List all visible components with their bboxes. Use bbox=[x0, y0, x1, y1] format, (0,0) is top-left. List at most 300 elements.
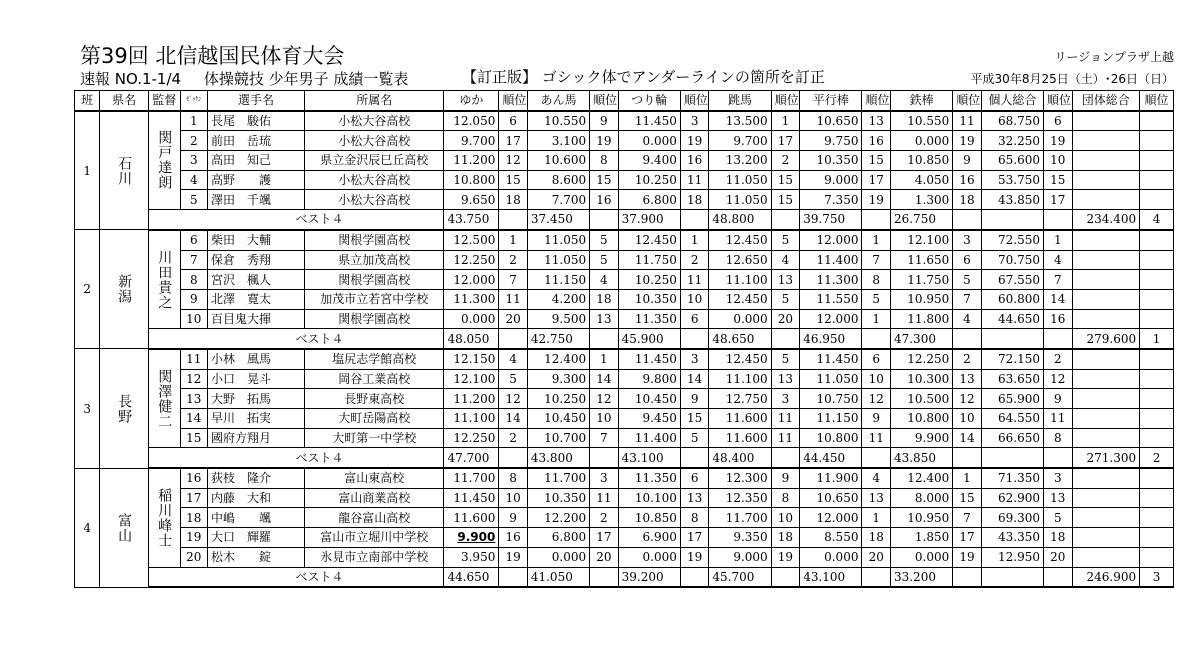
empty-cell bbox=[953, 448, 982, 468]
empty-cell bbox=[680, 448, 709, 468]
player-bib: 5 bbox=[180, 190, 207, 210]
empty-cell bbox=[981, 567, 1043, 587]
player-score: 12.150 bbox=[444, 349, 499, 369]
player-score: 67.550 bbox=[981, 270, 1043, 290]
best-four-score: 45.700 bbox=[709, 567, 771, 587]
player-rank: 9 bbox=[590, 111, 619, 131]
player-rank: 12 bbox=[499, 389, 528, 409]
player-rank: 3 bbox=[771, 389, 800, 409]
empty-cell bbox=[1140, 230, 1174, 250]
empty-cell bbox=[1072, 190, 1140, 210]
player-score: 64.550 bbox=[981, 409, 1043, 429]
player-rank: 5 bbox=[590, 230, 619, 250]
table-row bbox=[75, 468, 1174, 488]
player-score: 10.350 bbox=[527, 488, 589, 508]
col-school-header: 所属名 bbox=[305, 91, 444, 111]
player-school: 富山東高校 bbox=[305, 468, 444, 488]
correction-note: 【訂正版】 ゴシック体でアンダーラインの箇所を訂正 bbox=[462, 68, 825, 86]
player-score: 12.050 bbox=[444, 111, 499, 131]
player-school: 塩尻志学館高校 bbox=[305, 349, 444, 369]
player-score: 1.300 bbox=[890, 190, 952, 210]
player-rank: 6 bbox=[680, 309, 709, 329]
best-four-score: 37.450 bbox=[527, 210, 589, 230]
table-row bbox=[75, 309, 1174, 329]
player-score: 71.350 bbox=[981, 468, 1043, 488]
player-score: 12.500 bbox=[444, 230, 499, 250]
player-score: 4.200 bbox=[527, 289, 589, 309]
player-rank: 10 bbox=[862, 369, 891, 389]
player-score: 12.000 bbox=[800, 230, 862, 250]
best-four-score: 43.850 bbox=[890, 448, 952, 468]
table-row bbox=[75, 270, 1174, 290]
player-rank: 10 bbox=[499, 488, 528, 508]
player-score: 12.450 bbox=[709, 349, 771, 369]
best-four-row bbox=[75, 329, 1174, 349]
player-rank: 7 bbox=[862, 250, 891, 270]
player-score: 12.350 bbox=[709, 488, 771, 508]
player-school: 富山市立堀川中学校 bbox=[305, 528, 444, 548]
best-four-label: ベスト４ bbox=[148, 448, 444, 468]
player-score: 6.800 bbox=[527, 528, 589, 548]
player-score: 11.600 bbox=[709, 409, 771, 429]
team-prefecture: 新潟 bbox=[100, 230, 149, 349]
player-score: 10.650 bbox=[800, 488, 862, 508]
player-rank: 2 bbox=[771, 151, 800, 171]
player-rank: 13 bbox=[590, 309, 619, 329]
player-score: 9.800 bbox=[618, 369, 680, 389]
player-rank: 8 bbox=[771, 488, 800, 508]
player-score: 9.700 bbox=[709, 131, 771, 151]
empty-cell bbox=[1072, 389, 1140, 409]
player-name: 前田 岳琉 bbox=[207, 131, 304, 151]
col-player-name-header: 選手名 bbox=[207, 91, 304, 111]
player-rank: 9 bbox=[862, 409, 891, 429]
player-score: 11.100 bbox=[709, 369, 771, 389]
player-name: 松木 錠 bbox=[207, 547, 304, 567]
player-score: 9.000 bbox=[800, 170, 862, 190]
player-rank: 18 bbox=[862, 528, 891, 548]
player-rank: 18 bbox=[953, 190, 982, 210]
player-rank: 12 bbox=[862, 389, 891, 409]
player-school: 富山商業高校 bbox=[305, 488, 444, 508]
player-rank: 10 bbox=[771, 508, 800, 528]
empty-cell bbox=[862, 567, 891, 587]
player-score: 10.250 bbox=[618, 270, 680, 290]
player-name: 小林 風馬 bbox=[207, 349, 304, 369]
empty-cell bbox=[1072, 369, 1140, 389]
col-bib-header: ｾﾞｯｹﾝ bbox=[180, 91, 207, 111]
venue: リージョンプラザ上越 bbox=[1054, 50, 1174, 64]
player-rank: 3 bbox=[953, 230, 982, 250]
player-score: 11.450 bbox=[444, 488, 499, 508]
player-rank: 10 bbox=[590, 409, 619, 429]
player-bib: 11 bbox=[180, 349, 207, 369]
best-four-score: 43.100 bbox=[800, 567, 862, 587]
player-score: 11.350 bbox=[618, 468, 680, 488]
player-rank: 3 bbox=[1044, 468, 1073, 488]
empty-cell bbox=[953, 210, 982, 230]
col-hbar-header: 鉄棒 bbox=[890, 91, 952, 111]
player-rank: 18 bbox=[1044, 528, 1073, 548]
player-rank: 13 bbox=[862, 488, 891, 508]
player-rank: 8 bbox=[862, 270, 891, 290]
col-team-rank-header: 順位 bbox=[1140, 91, 1174, 111]
best-four-score: 37.900 bbox=[618, 210, 680, 230]
best-four-row bbox=[75, 567, 1174, 587]
player-name: 長尾 駿佑 bbox=[207, 111, 304, 131]
empty-cell bbox=[590, 567, 619, 587]
event-date: 平成30年8月25日（土）･26日（日） bbox=[970, 72, 1174, 86]
player-rank: 15 bbox=[771, 190, 800, 210]
table-row bbox=[75, 409, 1174, 429]
player-name: 北澤 寛太 bbox=[207, 289, 304, 309]
player-score: 10.550 bbox=[890, 111, 952, 131]
player-rank: 17 bbox=[590, 528, 619, 548]
player-bib: 12 bbox=[180, 369, 207, 389]
player-score: 11.050 bbox=[527, 230, 589, 250]
player-score: 10.650 bbox=[800, 111, 862, 131]
subtitle bbox=[80, 68, 426, 89]
player-rank: 5 bbox=[771, 289, 800, 309]
player-score: 11.700 bbox=[709, 508, 771, 528]
player-rank: 4 bbox=[499, 349, 528, 369]
player-score: 12.400 bbox=[890, 468, 952, 488]
player-score: 12.250 bbox=[444, 250, 499, 270]
player-score: 12.450 bbox=[618, 230, 680, 250]
player-rank: 1 bbox=[862, 230, 891, 250]
best-four-score: 33.200 bbox=[890, 567, 952, 587]
player-bib: 13 bbox=[180, 389, 207, 409]
empty-cell bbox=[680, 567, 709, 587]
empty-cell bbox=[1072, 170, 1140, 190]
player-rank: 4 bbox=[771, 250, 800, 270]
player-rank: 16 bbox=[953, 170, 982, 190]
player-rank: 12 bbox=[499, 151, 528, 171]
player-rank: 2 bbox=[499, 428, 528, 448]
player-score: 11.050 bbox=[800, 369, 862, 389]
player-score: 10.800 bbox=[890, 409, 952, 429]
table-row bbox=[75, 111, 1174, 131]
table-row bbox=[75, 528, 1174, 548]
empty-cell bbox=[771, 329, 800, 349]
player-score: 12.650 bbox=[709, 250, 771, 270]
player-rank: 18 bbox=[499, 190, 528, 210]
player-name: 中嶋 颯 bbox=[207, 508, 304, 528]
empty-cell bbox=[1140, 349, 1174, 369]
empty-cell bbox=[499, 448, 528, 468]
player-name: 柴田 大輔 bbox=[207, 230, 304, 250]
empty-cell bbox=[981, 448, 1043, 468]
player-score: 1.850 bbox=[890, 528, 952, 548]
player-rank: 19 bbox=[953, 547, 982, 567]
player-score: 13.200 bbox=[709, 151, 771, 171]
best-four-score: 44.450 bbox=[800, 448, 862, 468]
player-school: 関根学園高校 bbox=[305, 309, 444, 329]
player-score: 10.550 bbox=[527, 111, 589, 131]
player-score: 4.050 bbox=[890, 170, 952, 190]
player-rank: 18 bbox=[680, 190, 709, 210]
empty-cell bbox=[1140, 488, 1174, 508]
player-score: 11.200 bbox=[444, 389, 499, 409]
team-total: 271.300 bbox=[1072, 448, 1140, 468]
player-score: 11.800 bbox=[890, 309, 952, 329]
player-score: 0.000 bbox=[890, 131, 952, 151]
empty-cell bbox=[771, 448, 800, 468]
player-rank: 15 bbox=[862, 151, 891, 171]
player-school: 小松大谷高校 bbox=[305, 170, 444, 190]
player-rank: 15 bbox=[680, 409, 709, 429]
player-score: 12.950 bbox=[981, 547, 1043, 567]
player-score: 12.000 bbox=[444, 270, 499, 290]
col-rings-rank-header: 順位 bbox=[680, 91, 709, 111]
player-rank: 1 bbox=[862, 508, 891, 528]
team-coach: 稲川峰士 bbox=[148, 468, 180, 567]
player-rank: 5 bbox=[771, 349, 800, 369]
empty-cell bbox=[981, 329, 1043, 349]
player-score: 11.400 bbox=[618, 428, 680, 448]
player-score: 0.000 bbox=[444, 309, 499, 329]
player-bib: 19 bbox=[180, 528, 207, 548]
player-rank: 6 bbox=[862, 349, 891, 369]
best-four-score: 44.650 bbox=[444, 567, 499, 587]
team-coach: 関戸達朗 bbox=[148, 111, 180, 210]
player-name: 早川 拓実 bbox=[207, 409, 304, 429]
best-four-label: ベスト４ bbox=[148, 210, 444, 230]
player-rank: 8 bbox=[590, 151, 619, 171]
player-school: 小松大谷高校 bbox=[305, 190, 444, 210]
col-rings-header: つり輪 bbox=[618, 91, 680, 111]
player-rank: 17 bbox=[953, 528, 982, 548]
player-score: 11.300 bbox=[444, 289, 499, 309]
empty-cell bbox=[1140, 151, 1174, 171]
player-score: 10.450 bbox=[527, 409, 589, 429]
player-score: 3.100 bbox=[527, 131, 589, 151]
team-total: 246.900 bbox=[1072, 567, 1140, 587]
player-rank: 4 bbox=[953, 309, 982, 329]
col-pommel-rank-header: 順位 bbox=[590, 91, 619, 111]
player-score: 11.450 bbox=[800, 349, 862, 369]
player-score: 9.700 bbox=[444, 131, 499, 151]
player-score: 11.050 bbox=[709, 190, 771, 210]
player-rank: 14 bbox=[953, 428, 982, 448]
player-rank: 1 bbox=[771, 111, 800, 131]
empty-cell bbox=[499, 567, 528, 587]
empty-cell bbox=[1072, 151, 1140, 171]
best-four-score: 26.750 bbox=[890, 210, 952, 230]
table-row bbox=[75, 508, 1174, 528]
player-score: 9.400 bbox=[618, 151, 680, 171]
player-score: 69.300 bbox=[981, 508, 1043, 528]
best-four-score: 48.400 bbox=[709, 448, 771, 468]
player-rank: 2 bbox=[953, 349, 982, 369]
player-score: 6.900 bbox=[618, 528, 680, 548]
col-vault-rank-header: 順位 bbox=[771, 91, 800, 111]
player-rank: 20 bbox=[771, 309, 800, 329]
team-prefecture: 長野 bbox=[100, 349, 149, 468]
player-rank: 1 bbox=[1044, 230, 1073, 250]
player-score: 0.000 bbox=[618, 131, 680, 151]
player-rank: 7 bbox=[953, 289, 982, 309]
player-rank: 17 bbox=[862, 170, 891, 190]
player-score: 11.550 bbox=[800, 289, 862, 309]
col-team-total-header: 団体総合 bbox=[1072, 91, 1140, 111]
player-score: 11.100 bbox=[709, 270, 771, 290]
player-rank: 3 bbox=[590, 468, 619, 488]
player-score: 10.350 bbox=[800, 151, 862, 171]
player-score: 12.750 bbox=[709, 389, 771, 409]
empty-cell bbox=[953, 567, 982, 587]
player-score: 11.050 bbox=[709, 170, 771, 190]
player-score: 11.300 bbox=[800, 270, 862, 290]
player-rank: 13 bbox=[771, 270, 800, 290]
player-score: 68.750 bbox=[981, 111, 1043, 131]
player-score: 11.450 bbox=[618, 111, 680, 131]
team-coach: 川田貴之 bbox=[148, 230, 180, 329]
player-rank: 13 bbox=[771, 369, 800, 389]
player-rank: 19 bbox=[771, 547, 800, 567]
empty-cell bbox=[1140, 428, 1174, 448]
table-row bbox=[75, 547, 1174, 567]
empty-cell bbox=[1072, 230, 1140, 250]
table-row bbox=[75, 488, 1174, 508]
empty-cell bbox=[1044, 329, 1073, 349]
best-four-score: 47.300 bbox=[890, 329, 952, 349]
empty-cell bbox=[1140, 111, 1174, 131]
player-rank: 6 bbox=[1044, 111, 1073, 131]
player-name: 荻枝 隆介 bbox=[207, 468, 304, 488]
table-header bbox=[75, 91, 1174, 111]
player-score: 7.350 bbox=[800, 190, 862, 210]
col-vault-header: 跳馬 bbox=[709, 91, 771, 111]
col-pref-header: 県名 bbox=[100, 91, 149, 111]
best-four-score: 43.100 bbox=[618, 448, 680, 468]
player-score: 11.600 bbox=[709, 428, 771, 448]
player-score: 9.450 bbox=[618, 409, 680, 429]
player-rank: 7 bbox=[590, 428, 619, 448]
best-four-score: 39.200 bbox=[618, 567, 680, 587]
player-rank: 16 bbox=[499, 528, 528, 548]
player-score: 9.350 bbox=[709, 528, 771, 548]
empty-cell bbox=[771, 567, 800, 587]
player-rank: 8 bbox=[680, 508, 709, 528]
player-score: 62.900 bbox=[981, 488, 1043, 508]
player-score: 0.000 bbox=[527, 547, 589, 567]
player-rank: 13 bbox=[953, 369, 982, 389]
player-rank: 12 bbox=[1044, 369, 1073, 389]
player-score: 9.300 bbox=[527, 369, 589, 389]
best-four-row bbox=[75, 210, 1174, 230]
table-row bbox=[75, 131, 1174, 151]
best-four-label: ベスト４ bbox=[148, 329, 444, 349]
empty-cell bbox=[1140, 190, 1174, 210]
best-four-label: ベスト４ bbox=[148, 567, 444, 587]
player-score: 10.800 bbox=[444, 170, 499, 190]
empty-cell bbox=[1072, 528, 1140, 548]
player-rank: 10 bbox=[1044, 151, 1073, 171]
player-rank: 1 bbox=[680, 230, 709, 250]
player-rank: 19 bbox=[680, 131, 709, 151]
player-score: 6.800 bbox=[618, 190, 680, 210]
player-rank: 11 bbox=[590, 488, 619, 508]
empty-cell bbox=[1072, 547, 1140, 567]
empty-cell bbox=[1140, 270, 1174, 290]
player-score: 11.600 bbox=[444, 508, 499, 528]
empty-cell bbox=[1140, 369, 1174, 389]
player-rank: 10 bbox=[953, 409, 982, 429]
player-bib: 1 bbox=[180, 111, 207, 131]
player-name: 澤田 千颯 bbox=[207, 190, 304, 210]
col-coach-header: 監督 bbox=[148, 91, 180, 111]
player-bib: 10 bbox=[180, 309, 207, 329]
player-school: 長野東高校 bbox=[305, 389, 444, 409]
empty-cell bbox=[1140, 170, 1174, 190]
player-rank: 8 bbox=[499, 468, 528, 488]
col-pbars-rank-header: 順位 bbox=[862, 91, 891, 111]
player-bib: 9 bbox=[180, 289, 207, 309]
player-rank: 9 bbox=[1044, 389, 1073, 409]
col-pbars-header: 平行棒 bbox=[800, 91, 862, 111]
player-rank: 16 bbox=[590, 190, 619, 210]
table-row bbox=[75, 170, 1174, 190]
player-rank: 15 bbox=[953, 488, 982, 508]
player-rank: 20 bbox=[862, 547, 891, 567]
player-name: 國府方翔月 bbox=[207, 428, 304, 448]
player-name: 宮沢 楓人 bbox=[207, 270, 304, 290]
empty-cell bbox=[1072, 349, 1140, 369]
player-rank: 1 bbox=[862, 309, 891, 329]
best-four-score: 48.050 bbox=[444, 329, 499, 349]
page-title: 第39回 北信越国民体育大会 bbox=[80, 44, 345, 68]
player-rank: 5 bbox=[1044, 508, 1073, 528]
player-score: 8.550 bbox=[800, 528, 862, 548]
best-four-score: 48.650 bbox=[709, 329, 771, 349]
empty-cell bbox=[680, 329, 709, 349]
bulletin-number: 速報 NO.1-1/4 bbox=[80, 70, 182, 88]
player-score: 10.100 bbox=[618, 488, 680, 508]
table-row bbox=[75, 230, 1174, 250]
player-rank: 5 bbox=[771, 230, 800, 250]
player-score: 66.650 bbox=[981, 428, 1043, 448]
player-rank: 5 bbox=[680, 428, 709, 448]
player-rank: 19 bbox=[1044, 131, 1073, 151]
player-school: 龍谷富山高校 bbox=[305, 508, 444, 528]
player-rank: 11 bbox=[862, 428, 891, 448]
player-rank: 9 bbox=[771, 468, 800, 488]
empty-cell bbox=[771, 210, 800, 230]
player-name: 大口 輝羅 bbox=[207, 528, 304, 548]
player-rank: 5 bbox=[953, 270, 982, 290]
player-rank: 14 bbox=[680, 369, 709, 389]
player-score: 11.700 bbox=[444, 468, 499, 488]
empty-cell bbox=[1072, 250, 1140, 270]
player-score: 10.600 bbox=[527, 151, 589, 171]
player-rank: 13 bbox=[1044, 488, 1073, 508]
player-score: 43.850 bbox=[981, 190, 1043, 210]
player-rank: 15 bbox=[499, 170, 528, 190]
empty-cell bbox=[1072, 488, 1140, 508]
player-rank: 17 bbox=[771, 131, 800, 151]
player-score: 0.000 bbox=[890, 547, 952, 567]
col-floor-header: ゆか bbox=[444, 91, 499, 111]
player-rank: 12 bbox=[590, 389, 619, 409]
player-score: 0.000 bbox=[800, 547, 862, 567]
empty-cell bbox=[1140, 528, 1174, 548]
player-rank: 9 bbox=[680, 389, 709, 409]
team-coach: 関澤健二 bbox=[148, 349, 180, 448]
team-rank: 3 bbox=[1140, 567, 1174, 587]
table-row bbox=[75, 190, 1174, 210]
player-score: 8.600 bbox=[527, 170, 589, 190]
